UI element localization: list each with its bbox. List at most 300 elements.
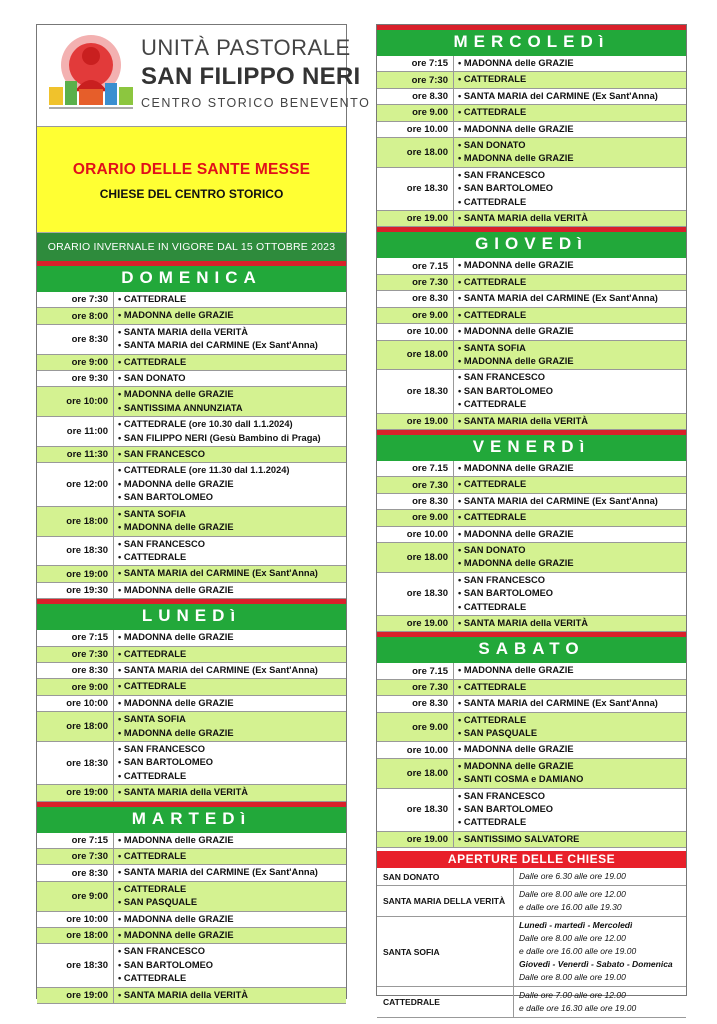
- church-name: • CATTEDRALE: [458, 714, 682, 727]
- schedule-row: [37, 447, 346, 463]
- mass-time: ore 10.00: [377, 324, 454, 339]
- day-header: SABATO: [377, 632, 686, 663]
- church-name: • CATTEDRALE: [118, 680, 342, 693]
- church-name: • SAN DONATO: [458, 139, 682, 152]
- mass-time: ore 7.15: [377, 663, 454, 678]
- opening-hours-line: Dalle ore 6.30 alle ore 19.00: [519, 871, 626, 882]
- opening-row: [377, 886, 686, 917]
- schedule-row: [377, 341, 686, 371]
- schedule-row: [377, 616, 686, 632]
- mass-time: ore 11:00: [37, 417, 114, 446]
- church-name: • CATTEDRALE: [458, 276, 682, 289]
- church-list: [454, 789, 686, 831]
- church-name: • SAN BARTOLOMEO: [458, 587, 682, 600]
- mass-time: ore 18.00: [377, 759, 454, 788]
- day-header: DOMENICA: [37, 261, 346, 292]
- church-list: [114, 387, 346, 416]
- church-list: [454, 168, 686, 210]
- opening-hours-line: e dalle ore 16.30 alle ore 19.00: [519, 1003, 637, 1014]
- church-list: [114, 785, 346, 800]
- church-name: • SANTISSIMA ANNUNZIATA: [118, 402, 342, 415]
- mass-time: ore 9:00: [37, 355, 114, 370]
- schedule-row: [37, 583, 346, 599]
- schedule-row: [377, 370, 686, 413]
- day-section: [377, 227, 686, 429]
- church-name: • CATTEDRALE (ore 10.30 dall 1.1.2024): [118, 418, 342, 431]
- church-list: [454, 742, 686, 757]
- church-name: • SANTA MARIA della VERITÀ: [118, 326, 342, 339]
- church-name: • CATTEDRALE: [458, 196, 682, 209]
- church-name: • CATTEDRALE: [458, 478, 682, 491]
- church-list: [114, 742, 346, 784]
- church-name: • MADONNA delle GRAZIE: [118, 584, 342, 597]
- mass-time: ore 19.00: [377, 211, 454, 226]
- schedule-row: [377, 324, 686, 340]
- church-name: • CATTEDRALE: [458, 601, 682, 614]
- opening-hours: [514, 987, 686, 1017]
- church-name: • SAN BARTOLOMEO: [118, 491, 342, 504]
- schedule-row: [377, 494, 686, 510]
- church-name: • SANTA SOFIA: [118, 713, 342, 726]
- mass-time: ore 10:00: [37, 696, 114, 711]
- church-name: • CATTEDRALE: [458, 106, 682, 119]
- opening-hours-line: Giovedì - Venerdì - Sabato - Domenica: [519, 959, 673, 970]
- church-list: [454, 308, 686, 323]
- church-name: • CATTEDRALE: [118, 972, 342, 985]
- opening-hours-line: Dalle ore 8.00 alle ore 12.00: [519, 933, 626, 944]
- schedule-row: [377, 742, 686, 758]
- opening-hours-line: e dalle ore 16.00 alle 19.30: [519, 902, 622, 913]
- mass-time: ore 18.00: [377, 138, 454, 167]
- church-list: [454, 211, 686, 226]
- day-header: MERCOLEDì: [377, 25, 686, 56]
- openings-table: [377, 868, 686, 1018]
- church-name: • SAN FRANCESCO: [118, 538, 342, 551]
- church-list: [114, 308, 346, 323]
- opening-church: SANTA MARIA DELLA VERITÀ: [377, 886, 514, 916]
- church-list: [454, 291, 686, 306]
- church-name: • MADONNA delle GRAZIE: [118, 727, 342, 740]
- mass-time: ore 7:30: [37, 849, 114, 864]
- left-column: [36, 24, 371, 1001]
- right-day-list: [377, 25, 686, 848]
- church-name: • SAN BARTOLOMEO: [458, 803, 682, 816]
- church-name: • SAN BARTOLOMEO: [458, 385, 682, 398]
- mass-time: ore 19.00: [377, 832, 454, 847]
- church-name: • SAN FRANCESCO: [458, 574, 682, 587]
- church-name: • SAN BARTOLOMEO: [118, 959, 342, 972]
- church-name: • CATTEDRALE: [458, 511, 682, 524]
- church-list: [114, 325, 346, 354]
- church-name: • SAN FRANCESCO: [458, 790, 682, 803]
- mass-time: ore 19:00: [37, 988, 114, 1003]
- church-list: [454, 713, 686, 742]
- church-list: [114, 696, 346, 711]
- mass-time: ore 18.30: [377, 789, 454, 831]
- church-name: • SAN PASQUALE: [118, 896, 342, 909]
- church-name: • SANTA MARIA del CARMINE (Ex Sant'Anna): [118, 664, 342, 677]
- church-list: [114, 371, 346, 386]
- church-list: [454, 696, 686, 711]
- church-name: • SANTA SOFIA: [118, 508, 342, 521]
- mass-time: ore 10.00: [377, 122, 454, 137]
- schedule-row: [37, 371, 346, 387]
- church-list: [454, 275, 686, 290]
- church-list: [114, 566, 346, 581]
- mass-time: ore 7:15: [37, 833, 114, 848]
- church-name: • CATTEDRALE: [458, 309, 682, 322]
- mass-time: ore 9:00: [37, 679, 114, 694]
- mass-time: ore 8:30: [37, 865, 114, 880]
- church-name: • MADONNA delle GRAZIE: [458, 259, 682, 272]
- mass-time: ore 18:00: [37, 712, 114, 741]
- schedule-row: [37, 849, 346, 865]
- mass-time: ore 9:30: [37, 371, 114, 386]
- church-name: • SANTA MARIA del CARMINE (Ex Sant'Anna): [458, 90, 682, 103]
- mass-time: ore 7:15: [37, 630, 114, 645]
- church-list: [454, 527, 686, 542]
- church-list: [114, 447, 346, 462]
- schedule-row: [377, 477, 686, 493]
- church-name: • SAN BARTOLOMEO: [458, 182, 682, 195]
- church-name: • SAN DONATO: [458, 544, 682, 557]
- day-section: [37, 802, 346, 1004]
- parish-logo: [45, 31, 137, 113]
- mass-time: ore 18.30: [377, 370, 454, 412]
- mass-time: ore 19:00: [37, 566, 114, 581]
- church-list: [114, 833, 346, 848]
- church-name: • MADONNA delle GRAZIE: [118, 309, 342, 322]
- mass-time: ore 7.15: [377, 461, 454, 476]
- church-list: [454, 105, 686, 120]
- church-name: • SANTISSIMO SALVATORE: [458, 833, 682, 846]
- mass-time: ore 11:30: [37, 447, 114, 462]
- church-list: [454, 510, 686, 525]
- church-name: • MADONNA delle GRAZIE: [118, 388, 342, 401]
- page-subtitle: CHIESE DEL CENTRO STORICO: [99, 187, 284, 201]
- schedule-row: [377, 573, 686, 616]
- schedule-row: [37, 308, 346, 324]
- schedule-row: [37, 537, 346, 567]
- church-name: • CATTEDRALE: [118, 850, 342, 863]
- church-list: [114, 647, 346, 662]
- church-list: [114, 630, 346, 645]
- opening-hours: [514, 917, 686, 986]
- mass-time: ore 7:30: [37, 647, 114, 662]
- mass-time: ore 18.00: [377, 543, 454, 572]
- church-name: • MADONNA delle GRAZIE: [458, 152, 682, 165]
- church-name: • MADONNA delle GRAZIE: [118, 913, 342, 926]
- church-name: • MADONNA delle GRAZIE: [118, 697, 342, 710]
- church-name: • SANTA MARIA della VERITÀ: [118, 989, 342, 1002]
- mass-time: ore 12:00: [37, 463, 114, 505]
- schedule-row: [37, 566, 346, 582]
- mass-time: ore 7.30: [377, 680, 454, 695]
- church-list: [454, 89, 686, 104]
- opening-hours-line: e dalle ore 16.00 alle ore 19.00: [519, 946, 637, 957]
- church-name: • MADONNA delle GRAZIE: [118, 521, 342, 534]
- church-list: [114, 583, 346, 598]
- church-list: [114, 712, 346, 741]
- church-list: [454, 122, 686, 137]
- schedule-row: [377, 72, 686, 88]
- church-list: [114, 417, 346, 446]
- schedule-row: [37, 507, 346, 537]
- church-name: • SAN FILIPPO NERI (Gesù Bambino di Praga): [118, 432, 342, 445]
- church-name: • CATTEDRALE: [458, 73, 682, 86]
- church-name: • SAN PASQUALE: [458, 727, 682, 740]
- church-name: • SAN FRANCESCO: [118, 945, 342, 958]
- church-list: [454, 543, 686, 572]
- church-list: [454, 56, 686, 71]
- church-name: • SANTA MARIA della VERITÀ: [118, 786, 342, 799]
- schedule-row: [37, 325, 346, 355]
- mass-time: ore 8.30: [377, 291, 454, 306]
- schedule-row: [377, 211, 686, 227]
- schedule-row: [377, 696, 686, 712]
- church-list: [114, 507, 346, 536]
- church-list: [114, 355, 346, 370]
- mass-time: ore 9.00: [377, 308, 454, 323]
- church-list: [454, 494, 686, 509]
- opening-church: CATTEDRALE: [377, 987, 514, 1017]
- church-name: • SANTA MARIA del CARMINE (Ex Sant'Anna): [118, 866, 342, 879]
- church-name: • MADONNA delle GRAZIE: [458, 123, 682, 136]
- mass-time: ore 7.30: [377, 477, 454, 492]
- schedule-row: [37, 463, 346, 506]
- church-name: • SAN DONATO: [118, 372, 342, 385]
- schedule-row: [37, 785, 346, 801]
- church-list: [114, 849, 346, 864]
- schedule-row: [377, 663, 686, 679]
- mass-time: ore 7:30: [37, 292, 114, 307]
- church-list: [114, 882, 346, 911]
- mass-time: ore 8:30: [37, 325, 114, 354]
- mass-time: ore 10.00: [377, 742, 454, 757]
- schedule-row: [377, 543, 686, 573]
- church-name: • MADONNA delle GRAZIE: [458, 743, 682, 756]
- church-name: • SAN FRANCESCO: [118, 448, 342, 461]
- openings-title: APERTURE DELLE CHIESE: [377, 851, 686, 868]
- day-header: VENERDì: [377, 430, 686, 461]
- schedule-row: [377, 138, 686, 168]
- day-header: MARTEDì: [37, 802, 346, 833]
- mass-time: ore 9.00: [377, 713, 454, 742]
- schedule-row: [37, 944, 346, 987]
- schedule-row: [377, 105, 686, 121]
- opening-hours: [514, 886, 686, 916]
- church-list: [454, 759, 686, 788]
- schedule-row: [37, 417, 346, 447]
- mass-time: ore 18:30: [37, 944, 114, 986]
- church-name: • MADONNA delle GRAZIE: [458, 355, 682, 368]
- church-list: [454, 138, 686, 167]
- church-list: [454, 324, 686, 339]
- schedule-row: [377, 510, 686, 526]
- church-name: • SANTA MARIA della VERITÀ: [458, 212, 682, 225]
- church-name: • MADONNA delle GRAZIE: [458, 325, 682, 338]
- mass-time: ore 18.30: [377, 168, 454, 210]
- schedule-row: [37, 355, 346, 371]
- schedule-row: [377, 461, 686, 477]
- church-name: • MADONNA delle GRAZIE: [458, 528, 682, 541]
- day-section: [37, 599, 346, 801]
- right-column: [376, 24, 687, 1014]
- church-list: [454, 477, 686, 492]
- church-list: [454, 72, 686, 87]
- church-name: • CATTEDRALE (ore 11.30 dal 1.1.2024): [118, 464, 342, 477]
- church-name: • SANTA MARIA del CARMINE (Ex Sant'Anna): [458, 495, 682, 508]
- org-name: SAN FILIPPO NERI: [141, 63, 361, 90]
- opening-hours-line: Lunedì - martedì - Mercoledì: [519, 920, 633, 931]
- mass-time: ore 10.00: [377, 527, 454, 542]
- church-name: • MADONNA delle GRAZIE: [458, 462, 682, 475]
- opening-hours: [514, 868, 686, 885]
- mass-time: ore 19:00: [37, 785, 114, 800]
- church-name: • CATTEDRALE: [118, 356, 342, 369]
- church-name: • SAN FRANCESCO: [118, 743, 342, 756]
- schedule-row: [37, 988, 346, 1004]
- church-name: • MADONNA delle GRAZIE: [458, 557, 682, 570]
- church-list: [454, 370, 686, 412]
- mass-time: ore 10:00: [37, 912, 114, 927]
- mass-time: ore 19.00: [377, 414, 454, 429]
- church-name: • CATTEDRALE: [458, 398, 682, 411]
- church-list: [454, 341, 686, 370]
- church-list: [114, 988, 346, 1003]
- church-name: • CATTEDRALE: [458, 816, 682, 829]
- church-name: • MADONNA delle GRAZIE: [458, 57, 682, 70]
- day-section: [377, 25, 686, 227]
- left-day-list: [37, 261, 346, 1004]
- church-name: • MADONNA delle GRAZIE: [458, 664, 682, 677]
- schedule-row: [37, 742, 346, 785]
- church-list: [454, 663, 686, 678]
- schedule-row: [37, 387, 346, 417]
- schedule-row: [377, 275, 686, 291]
- church-name: • CATTEDRALE: [118, 293, 342, 306]
- schedule-row: [37, 928, 346, 944]
- page-title: ORARIO DELLE SANTE MESSE: [72, 161, 311, 178]
- church-name: • SANTA SOFIA: [458, 342, 682, 355]
- schedule-row: [377, 713, 686, 743]
- church-name: • MADONNA delle GRAZIE: [118, 929, 342, 942]
- schedule-row: [37, 679, 346, 695]
- church-list: [454, 832, 686, 847]
- mass-time: ore 8.30: [377, 89, 454, 104]
- church-name: • SANTI COSMA e DAMIANO: [458, 773, 682, 786]
- opening-church: SANTA SOFIA: [377, 917, 514, 986]
- church-list: [114, 865, 346, 880]
- opening-hours-line: Dalle ore 8.00 alle ore 19.00: [519, 972, 626, 983]
- church-name: • CATTEDRALE: [118, 648, 342, 661]
- church-list: [454, 461, 686, 476]
- mass-time: ore 10:00: [37, 387, 114, 416]
- church-list: [114, 537, 346, 566]
- mass-time: ore 8.30: [377, 696, 454, 711]
- church-name: • SAN FRANCESCO: [458, 371, 682, 384]
- schedule-row: [377, 56, 686, 72]
- church-name: • CATTEDRALE: [458, 681, 682, 694]
- mass-time: ore 19:30: [37, 583, 114, 598]
- church-name: • SANTA MARIA della VERITÀ: [458, 617, 682, 630]
- schedule-row: [377, 680, 686, 696]
- church-name: • SANTA MARIA del CARMINE (Ex Sant'Anna): [458, 697, 682, 710]
- opening-hours-line: Dalle ore 8.00 alle ore 12.00: [519, 889, 626, 900]
- church-list: [454, 573, 686, 615]
- org-subtitle: CENTRO STORICO BENEVENTO: [141, 96, 371, 110]
- schedule-row: [377, 168, 686, 211]
- mass-time: ore 8:30: [37, 663, 114, 678]
- day-header: GIOVEDì: [377, 227, 686, 258]
- church-list: [114, 912, 346, 927]
- church-name: • CATTEDRALE: [118, 883, 342, 896]
- church-name: • SANTA MARIA del CARMINE (Ex Sant'Anna): [458, 292, 682, 305]
- schedule-row: [377, 122, 686, 138]
- church-name: • SANTA MARIA del CARMINE (Ex Sant'Anna): [118, 339, 342, 352]
- mass-time: ore 18:00: [37, 928, 114, 943]
- schedule-row: [37, 882, 346, 912]
- church-list: [114, 463, 346, 505]
- schedule-row: [377, 258, 686, 274]
- church-name: • MADONNA delle GRAZIE: [118, 834, 342, 847]
- schedule-row: [37, 696, 346, 712]
- mass-time: ore 18.00: [377, 341, 454, 370]
- day-section: [377, 430, 686, 632]
- schedule-row: [37, 912, 346, 928]
- church-list: [454, 258, 686, 273]
- church-openings: [377, 851, 686, 1018]
- schedule-row: [377, 789, 686, 832]
- mass-time: ore 9:00: [37, 882, 114, 911]
- schedule-row: [377, 759, 686, 789]
- church-name: • CATTEDRALE: [118, 551, 342, 564]
- church-name: • MADONNA delle GRAZIE: [458, 760, 682, 773]
- mass-time: ore 9.00: [377, 510, 454, 525]
- mass-time: ore 7.30: [377, 275, 454, 290]
- church-name: • SANTA MARIA della VERITÀ: [458, 415, 682, 428]
- schedule-row: [37, 833, 346, 849]
- church-name: • SANTA MARIA del CARMINE (Ex Sant'Anna): [118, 567, 342, 580]
- church-list: [114, 928, 346, 943]
- schedule-row: [377, 527, 686, 543]
- schedule-row: [37, 712, 346, 742]
- church-name: • CATTEDRALE: [118, 770, 342, 783]
- church-list: [454, 680, 686, 695]
- mass-time: ore 18:30: [37, 537, 114, 566]
- opening-hours-line: Dalle ore 7.00 alle ore 12.00: [519, 990, 626, 1001]
- schedule-row: [377, 414, 686, 430]
- schedule-row: [377, 291, 686, 307]
- church-list: [454, 414, 686, 429]
- header: [37, 25, 371, 127]
- schedule-row: [37, 292, 346, 308]
- church-list: [114, 292, 346, 307]
- church-list: [454, 616, 686, 631]
- schedule-row: [37, 663, 346, 679]
- church-list: [114, 679, 346, 694]
- mass-time: ore 8.30: [377, 494, 454, 509]
- mass-time: ore 7.15: [377, 258, 454, 273]
- title-box: [37, 127, 346, 233]
- church-list: [114, 663, 346, 678]
- schedule-row: [377, 89, 686, 105]
- mass-time: ore 7:30: [377, 72, 454, 87]
- schedule-row: [377, 832, 686, 848]
- opening-row: [377, 917, 686, 987]
- mass-time: ore 18:30: [37, 742, 114, 784]
- church-name: • SAN BARTOLOMEO: [118, 756, 342, 769]
